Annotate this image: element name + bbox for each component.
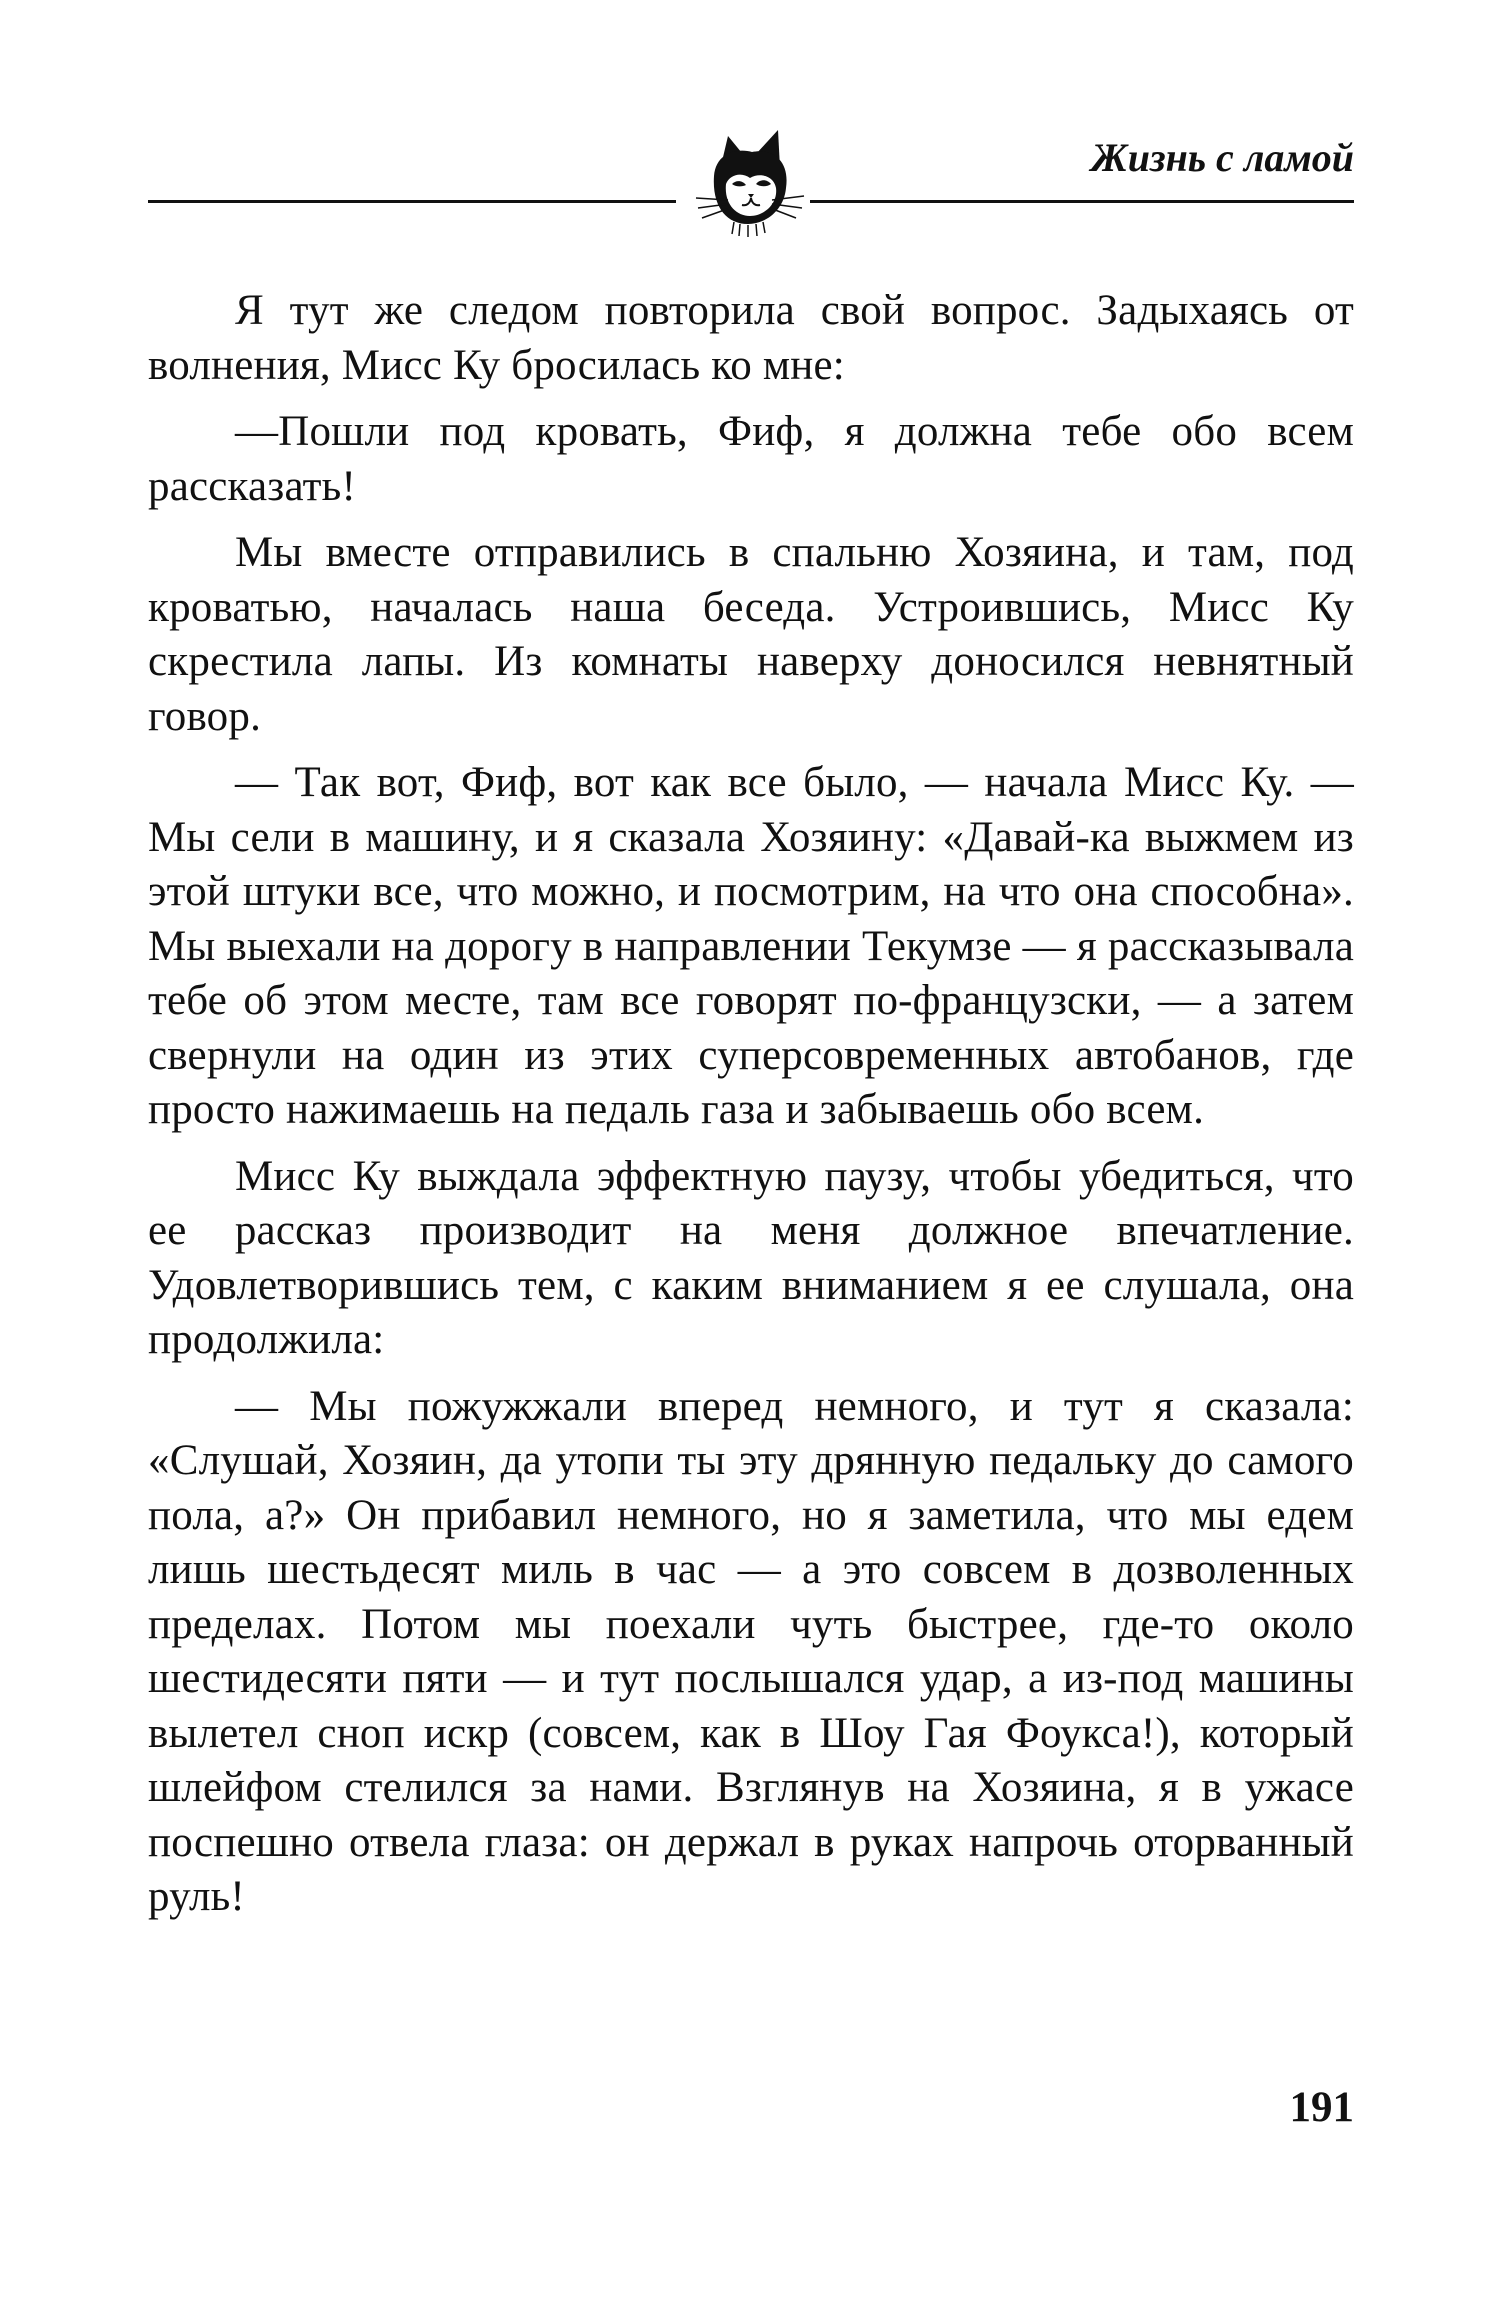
- cat-head-icon: [668, 118, 818, 238]
- header-rule-left: [148, 200, 676, 203]
- paragraph: Мисс Ку выждала эффектную паузу, чтобы убедиться, что ее рассказ производит на меня должное впечатление. Удовлетворившись тем, с каким вниманием я ее слушала, она продолжила:: [148, 1152, 1354, 1363]
- header-rule-right: [810, 200, 1354, 203]
- page-number: 191: [1289, 2084, 1354, 2131]
- paragraph: —Пошли под кровать, Фиф, я должна тебе обо всем рассказать!: [148, 408, 1354, 510]
- running-title: Жизнь с ламой: [1091, 135, 1354, 180]
- page-body: [148, 284, 1354, 1937]
- paragraph: Мы вместе отправились в спальню Хозяина, и там, под кроватью, началась наша беседа. Устроившись, Мисс Ку скрестила лапы. Из комнаты наверху доносился невнятный говор.: [148, 529, 1354, 740]
- paragraph: — Мы пожужжали вперед немного, и тут я сказала: «Слушай, Хозяин, да утопи ты эту дрянную педальку до самого пола, а?» Он прибавил немного, но я заметила, что мы едем лишь шестьдесят миль в час — а это совсем в дозволенных пределах. Потом мы поехали чуть быстрее, где-то около шестидесяти пяти — и тут послышался удар, а из-под машины вылетел сноп искр (совсем, как в Шоу Гая Фоукса!), который шлейфом стелился за нами. Взглянув на Хозяина, я в ужасе поспешно отвела глаза: он держал в руках напрочь оторванный руль!: [148, 1382, 1354, 1920]
- paragraph: Я тут же следом повторила свой вопрос. Задыхаясь от волнения, Мисс Ку бросилась ко мне:: [148, 287, 1354, 389]
- paragraph: — Так вот, Фиф, вот как все было, — начала Мисс Ку. — Мы сели в машину, и я сказала Хозяину: «Давай-ка выжмем из этой штуки все, что можно, и посмотрим, на что она способна». Мы выехали на дорогу в направлении Текумзе — я рассказывала тебе об этом месте, там все говорят по-французски, — а затем свернули на один из этих суперсовременных автобанов, где просто нажимаешь на педаль газа и забываешь обо всем.: [148, 759, 1354, 1133]
- page-header: [148, 118, 1354, 238]
